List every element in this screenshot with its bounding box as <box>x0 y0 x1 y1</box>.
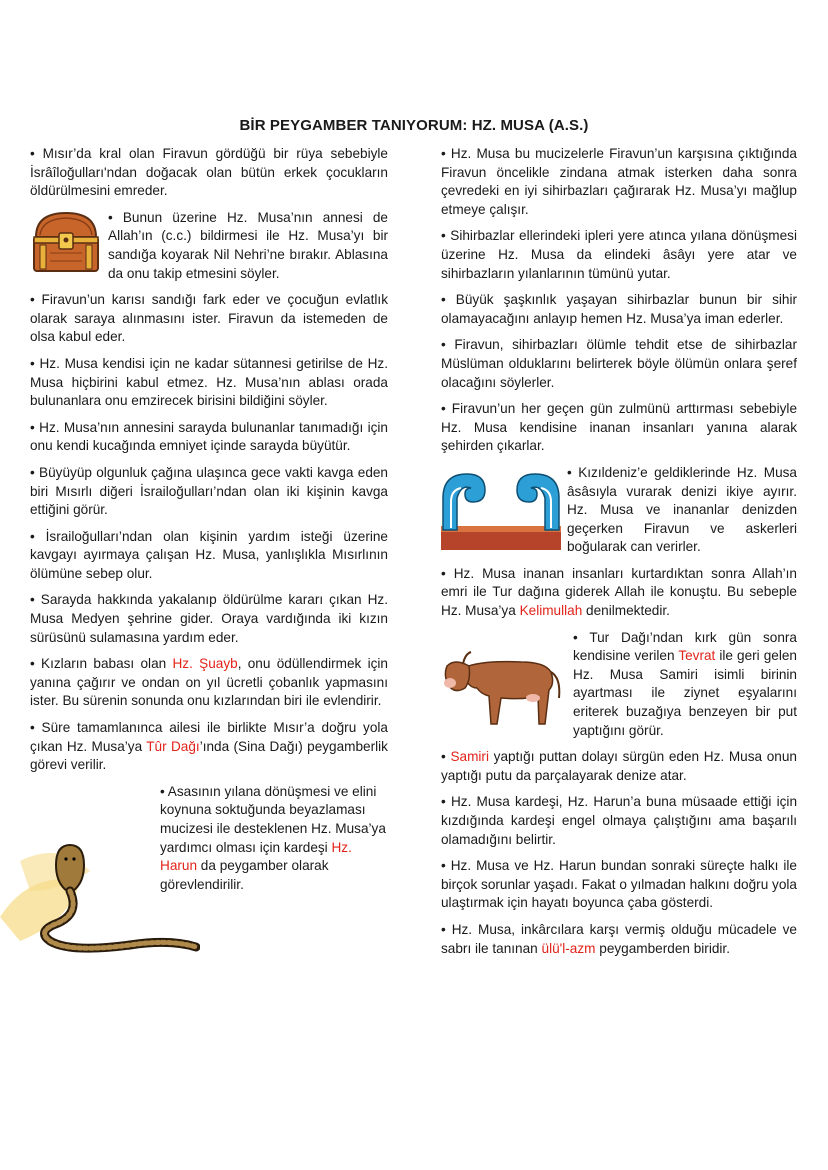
left-paragraph-9 <box>30 655 388 711</box>
snake-row <box>30 783 388 953</box>
left-column <box>30 145 388 953</box>
right-paragraph-12 <box>441 921 797 958</box>
left-paragraph-2: • Bunun üzerine Hz. Musa’nın annesi de Allah’ın (c.c.) bildirmesi ile Hz. Musa’yı bir sandığa koyarak Nil Nehri’ne bırakır. Ablasına da onu takip etmesini söyler. <box>108 209 388 281</box>
text-span: ile geri gelen Hz. Musa Samiri isimli birinin ayartması ile ziynet eşyalarını eriterek buzağıya benzeyen bir put yaptığını görür. <box>573 648 797 738</box>
text-span: • Tur Dağı’ndan kırk gün sonra kendisine verilen <box>573 629 797 664</box>
text-span: • Asasının yılana dönüşmesi ve elini koynuna soktuğunda beyazlaması mucizesi ile desteklenen Hz. Musa’ya yardımcı olması için kardeşi <box>160 783 386 855</box>
left-paragraph-8: • Sarayda hakkında yakalanıp öldürülme kararı çıkan Hz. Musa Medyen şehrine gider. Oraya vardığında iki kızın sürüsünü sulamasına yardım eder. <box>30 592 388 645</box>
highlight-ulul-azm: ülü'l-azm <box>541 940 596 956</box>
text-span: , onu ödüllendirmek için yanına çağırır ve ondan on yıl ücretli çobanlık yapmasını ister. Bu sürenin sonunda onu kızlarından biri ile evlendirir. <box>30 656 388 709</box>
left-paragraph-5: • Hz. Musa’nın annesini sarayda bulunanlar tanımadığı için onu kendi kucağında emniyet içinde sarayda büyütür. <box>30 419 388 454</box>
left-paragraph-10 <box>30 719 388 775</box>
text-span: ’ında (Sina Dağı) peygamberlik görevi verilir. <box>30 738 388 773</box>
right-column <box>441 145 797 966</box>
parted-sea-icon <box>441 468 561 552</box>
cow-icon <box>441 638 567 730</box>
left-paragraph-7: • İsrailoğulları’ndan olan kişinin yardım isteği üzerine kavgayı ayırmaya çalışan Hz. Musa, yanlışlıkla Mısırlının ölümüne sebep olur. <box>30 528 388 581</box>
text-span: • Hz. Musa, inkârcılara karşı vermiş olduğu mücadele ve sabrı ile tanınan <box>441 921 797 956</box>
highlight-harun: Hz. Harun <box>160 839 352 874</box>
right-paragraph-2: • Sihirbazlar ellerindeki ipleri yere atınca yılana dönüşmesi üzerine Hz. Musa da elindeki âsâyı yere atar ve sihirbazların yılanlarının tümünü yutar. <box>441 228 797 281</box>
right-paragraph-7 <box>441 565 797 621</box>
sea-row <box>441 464 797 557</box>
right-paragraph-1: • Hz. Musa bu mucizelerle Firavun’un karşısına çıktığında Firavun öncelikle zindana atmak isterken daha sonra çevredeki en iyi sihirbazları çağırarak Hz. Musa’yı mağlup etmeye çalışır. <box>441 146 797 217</box>
right-paragraph-6: • Kızıldeniz’e geldiklerinde Hz. Musa âsâsıyla vurarak denizi ikiye ayırır. Hz. Musa ve inananlar denizden geçerken Firavun ve askerleri boğularak can verirler. <box>567 464 797 555</box>
right-paragraph-11: • Hz. Musa ve Hz. Harun bundan sonraki süreçte halkı ile birçok sorunlar yaşadı. Fakat o yılmadan halkını doğru yola ulaştırmak için hayatı boyunca çaba gösterdi. <box>441 858 797 911</box>
highlight-tevrat: Tevrat <box>678 648 716 664</box>
right-paragraph-10: • Hz. Musa kardeşi, Hz. Harun’a buna müsaade ettiği için kızdığında kardeşi engel olmaya çalıştığını ama başarılı olamadığını belirtir. <box>441 794 797 847</box>
highlight-kelimullah: Kelimullah <box>519 603 583 619</box>
text-span: denilmektedir. <box>582 603 670 619</box>
text-span: • <box>441 749 451 765</box>
right-paragraph-3: • Büyük şaşkınlık yaşayan sihirbazlar bunun bir sihir olamayacağını anlayıp hemen Hz. Musa’ya iman ederler. <box>441 292 797 326</box>
text-span: • Süre tamamlanınca ailesi ile birlikte Mısır’a doğru yola çıkan Hz. Musa’ya <box>30 720 388 754</box>
text-span: yaptığı puttan dolayı sürgün eden Hz. Musa onun yaptığı putu da parçalayarak denize atar. <box>441 749 797 783</box>
right-paragraph-5: • Firavun’un her geçen gün zulmünü arttırması sebebiyle Hz. Musa kendisine inanan insanları yanına alarak şehirden çıkarlar. <box>441 401 797 454</box>
text-span: peygamberden biridir. <box>595 940 730 956</box>
left-paragraph-1: • Mısır’da kral olan Firavun gördüğü bir rüya sebebiyle İsrâîloğulları'ndan doğacak olan bütün erkek çocukların öldürülmesini emreder. <box>30 146 388 199</box>
text-span: da peygamber olarak görevlendirilir. <box>160 858 329 892</box>
left-paragraph-11 <box>160 783 388 895</box>
text-span: • Kızların babası olan <box>30 656 173 672</box>
calf-row <box>441 629 797 741</box>
highlight-samiri: Samiri <box>450 749 489 765</box>
chest-row <box>30 209 388 283</box>
right-paragraph-4: • Firavun, sihirbazları ölümle tehdit etse de sihirbazlar Müslüman olduklarını belirterek böyle ölümün onlara şeref olacağını söylerler. <box>441 337 797 390</box>
text-span: • Hz. Musa inanan insanları kurtardıktan sonra Allah’ın emri ile Tur dağına giderek Allah ile konuştu. Bu sebeple Hz. Musa’ya <box>441 565 797 619</box>
page-title: BİR PEYGAMBER TANIYORUM: HZ. MUSA (A.S.) <box>239 117 589 134</box>
left-paragraph-4: • Hz. Musa kendisi için ne kadar sütannesi getirilse de Hz. Musa hiçbirini kabul etmez. Hz. Musa’nın ablası orada bulunanlara onu emzirecek birisini bildiğini söyler. <box>30 355 388 409</box>
left-paragraph-3: • Firavun’un karısı sandığı fark eder ve çocuğun evlatlık olarak saraya alınmasını ister. Firavun da istemeden de olsa kabul eder. <box>30 292 388 345</box>
highlight-tur-dagi: Tûr Dağı <box>146 738 200 754</box>
treasure-chest-icon <box>30 209 102 275</box>
right-paragraph-8 <box>573 629 797 741</box>
left-paragraph-6: • Büyüyüp olgunluk çağına ulaşınca gece vakti kavga eden biri Mısırlı diğeri İsrailoğulları’ndan olan iki kişinin kavga ettiğini görür. <box>30 464 388 518</box>
right-paragraph-9 <box>441 748 797 785</box>
highlight-suayb: Hz. Şuayb <box>172 656 238 672</box>
